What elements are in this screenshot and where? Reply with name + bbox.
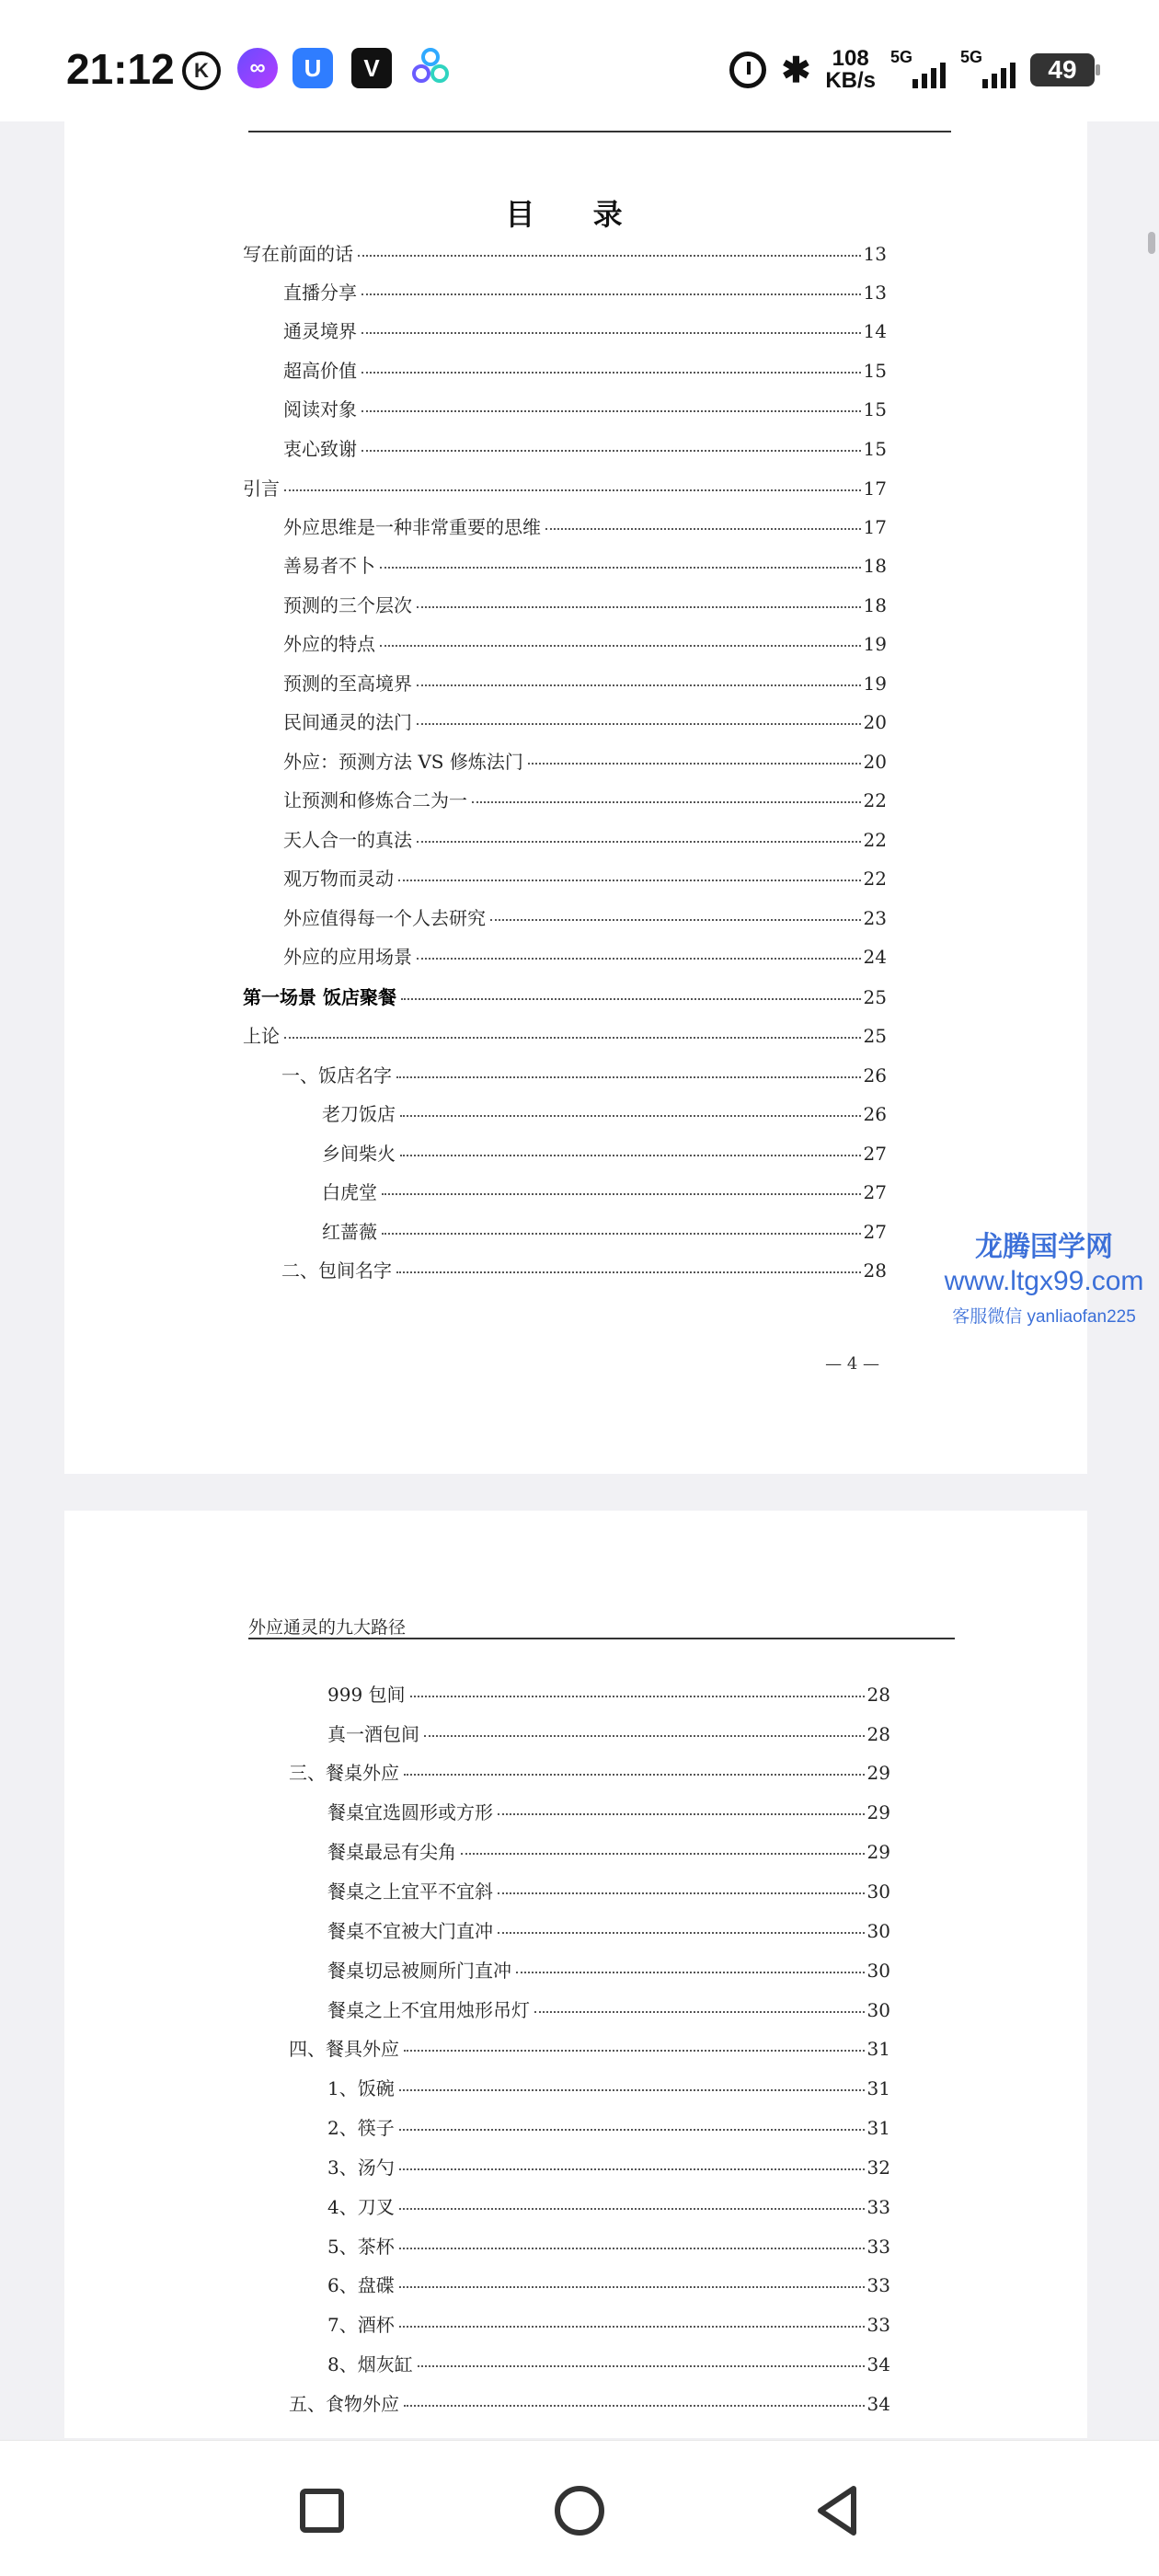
toc-entry-label: 写在前面的话	[243, 243, 353, 265]
toc-entry-label: 餐桌不宜被大门直冲	[327, 1920, 493, 1942]
toc-entry[interactable]	[283, 825, 887, 853]
dot-leader	[417, 606, 861, 608]
toc-entry-label: 1、饭碗	[327, 2077, 395, 2099]
toc-entry-label: 第一场景 饭店聚餐	[243, 986, 396, 1008]
dot-leader	[361, 293, 861, 295]
dot-leader	[361, 332, 861, 334]
toc-entry-page-number: 33	[866, 2196, 890, 2218]
toc-entry[interactable]	[283, 786, 887, 813]
toc-entry[interactable]	[283, 591, 887, 618]
toc-entry-page-number: 29	[866, 1841, 890, 1863]
recent-apps-button[interactable]	[294, 2483, 350, 2538]
toc-entry-label: 外应的特点	[283, 633, 375, 655]
toc-entry[interactable]	[327, 2232, 890, 2260]
toc-entry[interactable]	[283, 903, 887, 931]
toc-entry[interactable]	[243, 239, 887, 267]
toc-entry-label: 乡间柴火	[322, 1143, 396, 1165]
toc-entry-page-number: 33	[866, 2236, 890, 2258]
dot-leader	[399, 2089, 865, 2091]
watermark-site-name: 龙腾国学网	[975, 1232, 1113, 1262]
toc-entry[interactable]	[289, 2389, 890, 2417]
status-bar	[0, 0, 1159, 121]
toc-entry-label: 红蔷薇	[322, 1221, 377, 1243]
dot-leader	[400, 1115, 861, 1117]
toc-entry[interactable]	[327, 2271, 890, 2298]
toc-entry-label: 让预测和修炼合二为一	[283, 789, 467, 811]
toc-entry-page-number: 19	[863, 633, 887, 655]
page-footer: — 4 —	[825, 1354, 879, 1374]
toc-entry-page-number: 14	[863, 320, 887, 342]
toc-entry-label: 民间通灵的法门	[283, 711, 412, 733]
toc-entry-label: 四、餐具外应	[289, 2038, 399, 2060]
battery-level: 49	[1048, 55, 1077, 84]
triangle-back-icon	[811, 2483, 866, 2538]
toc-entry-page-number: 31	[866, 2117, 890, 2139]
dot-leader	[528, 763, 861, 765]
toc-entry-page-number: 26	[863, 1064, 887, 1087]
watermark-url: www.ltgx99.com	[944, 1266, 1144, 1296]
home-button[interactable]	[552, 2483, 607, 2538]
toc-entry-label: 5、茶杯	[327, 2236, 395, 2258]
toc-entry-label: 直播分享	[283, 282, 357, 304]
toc-entry-page-number: 33	[866, 2314, 890, 2336]
toc-entry-page-number: 18	[863, 594, 887, 616]
dot-leader	[410, 1696, 865, 1697]
header-rule	[248, 1638, 955, 1639]
sim2-label: 5G	[960, 48, 983, 66]
toc-entry-page-number: 23	[863, 907, 887, 929]
toc-entry-page-number: 25	[863, 1025, 887, 1047]
dot-leader	[284, 1037, 861, 1039]
toc-entry[interactable]	[283, 942, 887, 970]
toc-entry[interactable]	[283, 434, 887, 462]
toc-entry[interactable]	[283, 278, 887, 305]
toc-entry-label: 善易者不卜	[283, 555, 375, 577]
toc-entry-page-number: 34	[866, 2393, 890, 2415]
toc-entry-page-number: 33	[866, 2274, 890, 2296]
toc-entry[interactable]	[327, 1837, 890, 1865]
toc-entry-page-number: 18	[863, 555, 887, 577]
toc-entry-page-number: 15	[863, 438, 887, 460]
toc-entry[interactable]	[327, 1956, 890, 1984]
toc-entry-page-number: 34	[866, 2353, 890, 2375]
signal-sim2-icon	[960, 48, 1016, 88]
back-button[interactable]	[811, 2483, 866, 2538]
clock: 21:12	[66, 45, 175, 93]
toc-entry[interactable]	[283, 629, 887, 657]
v-app-icon: V	[351, 48, 392, 88]
toc-entry-page-number: 27	[863, 1181, 887, 1203]
k-app-icon: K	[182, 52, 221, 90]
toc-entry-page-number: 30	[866, 1880, 890, 1903]
toc-entry-label: 4、刀叉	[327, 2196, 395, 2218]
u-app-icon: U	[293, 48, 333, 88]
toc-entry-page-number: 25	[863, 986, 887, 1008]
toc-entry[interactable]	[281, 1256, 887, 1283]
toc-entry-label: 预测的至高境界	[283, 673, 412, 695]
toc-entry[interactable]	[289, 2034, 890, 2062]
scrollbar-thumb[interactable]	[1148, 232, 1155, 254]
toc-entry-page-number: 13	[863, 282, 887, 304]
navigation-bar	[0, 2440, 1159, 2576]
sim1-label: 5G	[890, 48, 913, 66]
toc-entry-page-number: 28	[866, 1684, 890, 1706]
toc-entry-page-number: 31	[866, 2077, 890, 2099]
toc-entry-label: 观万物而灵动	[283, 868, 394, 890]
toc-entry[interactable]	[322, 1217, 887, 1245]
dot-leader	[399, 2129, 865, 2131]
toc-entry-label: 餐桌切忌被厕所门直冲	[327, 1960, 511, 1982]
toc-entry-page-number: 13	[863, 243, 887, 265]
toc-entry-page-number: 30	[866, 1960, 890, 1982]
toc-entry[interactable]	[243, 983, 887, 1010]
toc-title: 目 录	[505, 197, 647, 232]
dot-leader	[490, 919, 861, 921]
dot-leader	[534, 2011, 865, 2013]
toc-entry-page-number: 27	[863, 1221, 887, 1243]
toc-entry-page-number: 15	[863, 360, 887, 382]
toc-entry-page-number: 20	[863, 711, 887, 733]
toc-entry-page-number: 22	[863, 868, 887, 890]
toc-entry-label: 阅读对象	[283, 398, 357, 420]
toc-entry-page-number: 19	[863, 673, 887, 695]
toc-entry[interactable]	[327, 1798, 890, 1825]
toc-entry-page-number: 17	[863, 477, 887, 500]
toc-entry[interactable]	[327, 2153, 890, 2180]
bluetooth-icon: ✱	[781, 51, 811, 90]
dot-leader	[417, 841, 861, 843]
toc-entry[interactable]	[283, 316, 887, 344]
header-rule	[248, 131, 951, 132]
toc-entry-label: 999 包间	[327, 1684, 406, 1706]
toc-entry[interactable]	[327, 2074, 890, 2101]
dot-leader	[284, 489, 861, 491]
dot-leader	[498, 1932, 865, 1934]
toc-entry[interactable]	[322, 1099, 887, 1127]
toc-entry-label: 二、包间名字	[281, 1259, 392, 1282]
dot-leader	[396, 1271, 861, 1273]
toc-entry[interactable]	[283, 395, 887, 422]
toc-entry[interactable]	[327, 2192, 890, 2220]
toc-entry-label: 天人合一的真法	[283, 829, 412, 851]
cloud-app-icon	[408, 48, 453, 88]
toc-entry-label: 餐桌最忌有尖角	[327, 1841, 456, 1863]
dot-leader	[399, 2168, 865, 2170]
toc-entry-label: 外应思维是一种非常重要的思维	[283, 516, 541, 538]
dot-leader	[399, 2286, 865, 2288]
toc-entry-page-number: 28	[863, 1259, 887, 1282]
toc-entry-label: 预测的三个层次	[283, 594, 412, 616]
toc-entry[interactable]	[327, 2350, 890, 2377]
network-speed-value: 108	[832, 46, 869, 71]
toc-entry[interactable]	[283, 747, 887, 775]
toc-entry-label: 老刀饭店	[322, 1103, 396, 1125]
toc-entry-label: 餐桌之上宜平不宜斜	[327, 1880, 493, 1903]
toc-entry-label: 上论	[243, 1025, 280, 1047]
alarm-icon	[729, 52, 766, 88]
dot-leader	[358, 255, 861, 257]
toc-entry[interactable]	[327, 2113, 890, 2141]
dot-leader	[401, 998, 861, 1000]
dot-leader	[417, 684, 861, 686]
toc-entry-page-number: 20	[863, 751, 887, 773]
toc-entry-label: 7、酒杯	[327, 2314, 395, 2336]
running-head: 外应通灵的九大路径	[248, 1617, 407, 1638]
network-speed	[825, 48, 876, 92]
document-page-2	[64, 1511, 1087, 2438]
dot-leader	[361, 372, 861, 374]
toc-entry-page-number: 26	[863, 1103, 887, 1125]
toc-entry-page-number: 30	[866, 1999, 890, 2021]
toc-entry[interactable]	[327, 1995, 890, 2023]
toc-entry[interactable]	[327, 2310, 890, 2338]
toc-entry[interactable]	[322, 1178, 887, 1205]
dot-leader	[399, 2248, 865, 2249]
watermark-contact: 客服微信 yanliaofan225	[952, 1307, 1136, 1327]
toc-entry[interactable]	[283, 864, 887, 891]
toc-entry[interactable]	[283, 707, 887, 735]
toc-entry[interactable]	[327, 1916, 890, 1944]
toc-entry-label: 五、食物外应	[289, 2393, 399, 2415]
toc-entry-page-number: 17	[863, 516, 887, 538]
toc-entry-page-number: 24	[863, 946, 887, 968]
dot-leader	[361, 450, 861, 452]
toc-entry-label: 外应：预测方法 VS 修炼法门	[283, 751, 523, 773]
toc-entry-label: 通灵境界	[283, 320, 357, 342]
dot-leader	[418, 2365, 865, 2367]
circle-icon	[555, 2486, 604, 2536]
toc-entry-page-number: 15	[863, 398, 887, 420]
toc-entry-label: 餐桌之上不宜用烛形吊灯	[327, 1999, 530, 2021]
toc-entry[interactable]	[283, 356, 887, 384]
toc-entry-page-number: 29	[866, 1762, 890, 1784]
toc-entry[interactable]	[283, 512, 887, 540]
square-icon	[300, 2489, 344, 2533]
toc-entry-label: 餐桌宜选圆形或方形	[327, 1801, 493, 1823]
dot-leader	[545, 528, 861, 530]
dot-leader	[498, 1813, 865, 1815]
toc-entry[interactable]	[289, 1758, 890, 1786]
dot-leader	[400, 1155, 861, 1156]
dot-leader	[396, 1076, 861, 1078]
toc-entry-page-number: 29	[866, 1801, 890, 1823]
toc-entry[interactable]	[283, 669, 887, 696]
toc-entry[interactable]	[243, 474, 887, 501]
toc-entry-label: 超高价值	[283, 360, 357, 382]
toc-entry[interactable]	[327, 1719, 890, 1747]
signal-sim1-icon	[890, 48, 946, 88]
dot-leader	[398, 880, 861, 881]
watermark	[929, 1224, 1159, 1328]
dot-leader	[404, 1774, 865, 1776]
system-status-icons	[729, 42, 1095, 98]
toc-entry-label: 白虎堂	[322, 1181, 377, 1203]
toc-entry[interactable]	[327, 1680, 890, 1708]
toc-entry-label: 2、筷子	[327, 2117, 395, 2139]
toc-entry-label: 真一酒包间	[327, 1723, 419, 1745]
toc-entry-page-number: 22	[863, 829, 887, 851]
dot-leader	[382, 1193, 861, 1195]
dot-leader	[382, 1233, 861, 1235]
loop-app-icon: ∞	[237, 48, 278, 88]
toc-entry-label: 外应值得每一个人去研究	[283, 907, 486, 929]
toc-entry-page-number: 28	[866, 1723, 890, 1745]
toc-entry[interactable]	[243, 1021, 887, 1049]
dot-leader	[399, 2208, 865, 2210]
dot-leader	[498, 1892, 865, 1894]
dot-leader	[472, 801, 861, 803]
dot-leader	[361, 410, 861, 412]
toc-entry-label: 衷心致谢	[283, 438, 357, 460]
dot-leader	[461, 1853, 865, 1855]
toc-entry-page-number: 27	[863, 1143, 887, 1165]
toc-entry[interactable]	[327, 1877, 890, 1904]
toc-entry-page-number: 32	[866, 2156, 890, 2179]
toc-entry-label: 外应的应用场景	[283, 946, 412, 968]
dot-leader	[417, 723, 861, 725]
toc-entry-page-number: 31	[866, 2038, 890, 2060]
dot-leader	[516, 1972, 865, 1973]
dot-leader	[404, 2405, 865, 2407]
dot-leader	[380, 645, 861, 647]
toc-entry-label: 引言	[243, 477, 280, 500]
toc-entry[interactable]	[283, 551, 887, 579]
dot-leader	[417, 958, 861, 960]
battery-icon	[1030, 53, 1095, 86]
toc-entry-label: 3、汤勺	[327, 2156, 395, 2179]
toc-entry-label: 一、饭店名字	[281, 1064, 392, 1087]
toc-entry-label: 8、烟灰缸	[327, 2353, 413, 2375]
dot-leader	[399, 2326, 865, 2328]
toc-entry-label: 三、餐桌外应	[289, 1762, 399, 1784]
dot-leader	[424, 1735, 865, 1737]
toc-entry-page-number: 30	[866, 1920, 890, 1942]
toc-entry[interactable]	[281, 1061, 887, 1088]
dot-leader	[380, 567, 861, 569]
network-speed-unit: KB/s	[825, 68, 876, 93]
dot-leader	[404, 2050, 865, 2052]
toc-entry[interactable]	[322, 1139, 887, 1167]
toc-entry-label: 6、盘碟	[327, 2274, 395, 2296]
toc-entry-page-number: 22	[863, 789, 887, 811]
